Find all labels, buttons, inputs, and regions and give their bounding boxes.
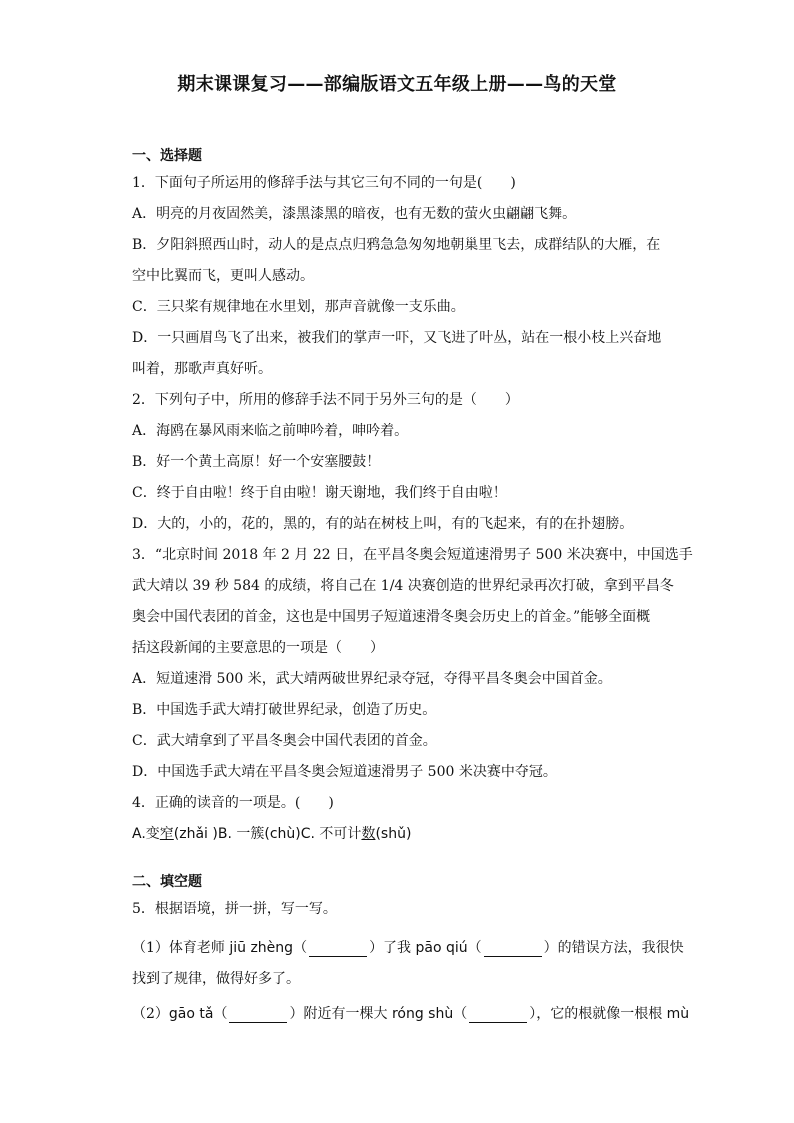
q4-option-a-char: 窄 bbox=[159, 826, 174, 842]
q5-part2-blank-1[interactable] bbox=[229, 1006, 287, 1023]
q5-part1-text-e: ）的错误方法，我很快 bbox=[543, 940, 684, 956]
q5-part2-text-e: ），它的根就像一根根 bbox=[529, 1006, 667, 1022]
q2-stem: 2．下列句子中，所用的修辞手法不同于另外三句的是（ ） bbox=[132, 392, 519, 408]
q5-part2-paren-open-2: （ bbox=[453, 1006, 468, 1022]
q5-part2-line1 bbox=[132, 999, 690, 1030]
q3-stem-line4: 括这段新闻的主要意思的一项是（ ） bbox=[132, 640, 384, 656]
q4-option-a-pinyin: (zhǎi ) bbox=[173, 826, 218, 842]
q5-part1-pinyin-1: jiū zhèng bbox=[229, 940, 294, 956]
q5-part1-text-c: ）了我 bbox=[369, 940, 416, 956]
q1-option-c: C．三只桨有规律地在水里划，那声音就像一支乐曲。 bbox=[132, 299, 465, 315]
q5-stem: 5．根据语境，拼一拼，写一写。 bbox=[132, 901, 337, 917]
q4-option-c-pinyin: (shǔ) bbox=[375, 826, 412, 842]
q2-option-a: A．海鸥在暴风雨来临之前呻吟着，呻吟着。 bbox=[132, 423, 409, 439]
q1-stem: 1．下面句子所运用的修辞手法与其它三句不同的一句是( ) bbox=[132, 175, 516, 191]
q5-part1-pinyin-2: pāo qiú bbox=[415, 940, 468, 956]
q1-option-b-line1: B．夕阳斜照西山时，动人的是点点归鸦急急匆匆地朝巢里飞去，成群结队的大雁，在 bbox=[132, 237, 661, 253]
q4-option-c-char: 数 bbox=[361, 826, 376, 842]
page-title: 期末课课复习——部编版语文五年级上册——鸟的天堂 bbox=[177, 74, 617, 95]
q3-stem-line1: 3．“北京时间 2018 年 2 月 22 日，在平昌冬奥会短道速滑男子 500 米决赛中，中国选手 bbox=[132, 547, 693, 563]
q3-option-d: D．中国选手武大靖在平昌冬奥会短道速滑男子 500 米决赛中夺冠。 bbox=[132, 764, 557, 780]
q5-part1-paren-open-2: （ bbox=[467, 940, 482, 956]
q5-part2-text-a: （2） bbox=[132, 1006, 169, 1022]
section-heading-fill: 二、填空题 bbox=[132, 874, 202, 890]
q5-part2-paren-open-1: （ bbox=[213, 1006, 228, 1022]
q2-option-c: C．终于自由啦！终于自由啦！谢天谢地，我们终于自由啦！ bbox=[132, 485, 507, 501]
q1-option-d-line2: 叫着，那歌声真好听。 bbox=[132, 361, 272, 377]
q5-part2-blank-2[interactable] bbox=[469, 1006, 527, 1023]
q5-part2-pinyin-1: gāo tǎ bbox=[168, 1006, 214, 1022]
q5-spacer bbox=[132, 925, 662, 933]
q5-part1-blank-1[interactable] bbox=[309, 940, 367, 957]
q5-part1-line2: 找到了规律，做得好多了。 bbox=[132, 971, 300, 987]
section-spacer bbox=[132, 850, 662, 870]
q3-option-a: A．短道速滑 500 米，武大靖两破世界纪录夺冠，夺得平昌冬奥会中国首金。 bbox=[132, 671, 612, 687]
q4-option-b-pinyin: (chù) bbox=[264, 826, 301, 842]
q1-option-b-line2: 空中比翼而飞，更叫人感动。 bbox=[132, 268, 314, 284]
q5-part1-paren-open-1: （ bbox=[293, 940, 308, 956]
document-body bbox=[132, 144, 693, 1030]
q3-stem-line2: 武大靖以 39 秒 584 的成绩，将自己在 1/4 决赛创造的世界纪录再次打破，拿到平昌冬 bbox=[132, 578, 674, 594]
q4-option-a-prefix: A.变 bbox=[132, 826, 160, 842]
q2-option-d: D．大的，小的，花的，黑的，有的站在树枝上叫，有的飞起来，有的在扑翅膀。 bbox=[132, 516, 634, 532]
q3-stem-line3: 奥会中国代表团的首金，这也是中国男子短道速滑冬奥会历史上的首金。”能够全面概 bbox=[132, 609, 651, 625]
q5-part2-pinyin-3: mù bbox=[666, 1006, 690, 1022]
q5-part1-blank-2[interactable] bbox=[484, 940, 542, 957]
q4-options bbox=[132, 819, 662, 850]
q1-option-d-line1: D．一只画眉鸟飞了出来，被我们的掌声一吓，又飞进了叶丛，站在一根小枝上兴奋地 bbox=[132, 330, 662, 346]
q3-option-b: B．中国选手武大靖打破世界纪录，创造了历史。 bbox=[132, 702, 437, 718]
q5-part2-pinyin-2: róng shù bbox=[391, 1006, 454, 1022]
q4-option-c-prefix: C. 不可计 bbox=[300, 826, 362, 842]
q4-stem: 4．正确的读音的一项是。( ) bbox=[132, 795, 334, 811]
section-heading-choice: 一、选择题 bbox=[132, 148, 202, 164]
q1-option-a: A．明亮的月夜固然美，漆黑漆黑的暗夜，也有无数的萤火虫翩翩飞舞。 bbox=[132, 206, 577, 222]
q5-part1-text-a: （1）体育老师 bbox=[132, 940, 230, 956]
q2-option-b: B．好一个黄土高原！好一个安塞腰鼓！ bbox=[132, 454, 381, 470]
q5-part1-line1 bbox=[132, 933, 684, 964]
q4-option-b-prefix: B. 一簇 bbox=[217, 826, 265, 842]
q3-option-c: C．武大靖拿到了平昌冬奥会中国代表团的首金。 bbox=[132, 733, 437, 749]
q5-part2-text-c: ）附近有一棵大 bbox=[289, 1006, 392, 1022]
